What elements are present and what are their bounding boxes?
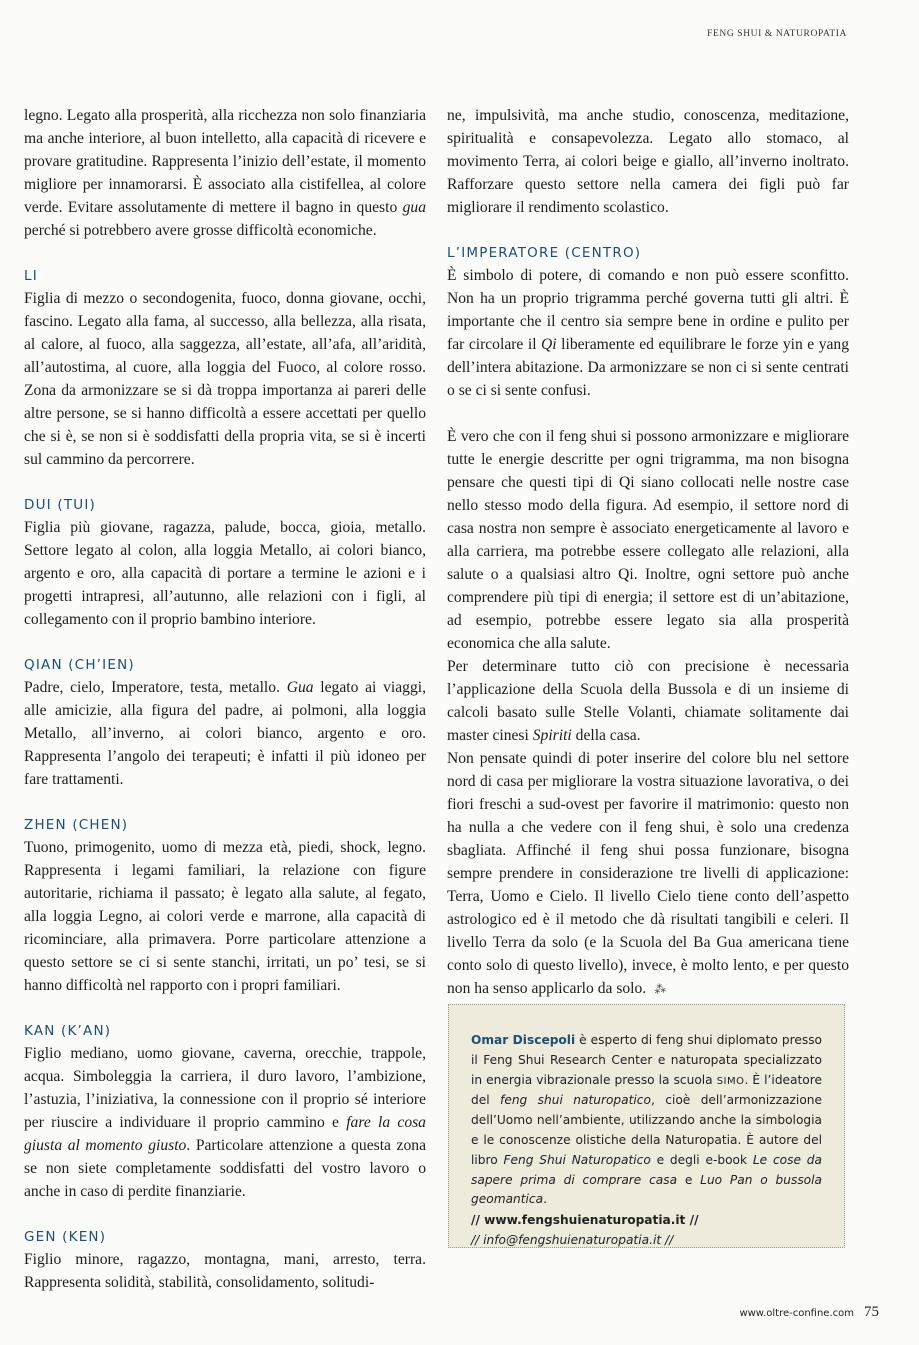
section-zhen bbox=[24, 814, 426, 997]
text-span: della casa. bbox=[571, 727, 641, 744]
text-span: . Particolare attenzione a questa zona se non siete completamente soddisfatti del vostro lavoro o anche in caso di perdite finanziarie. bbox=[24, 1137, 426, 1200]
section-qian bbox=[24, 654, 426, 791]
page-number: 75 bbox=[864, 1304, 879, 1320]
body-text bbox=[447, 264, 849, 402]
text-span: è esperto di feng shui diplomato presso il Feng Shui Research Center e naturopata specializzato in energia vibrazionale presso la scuola bbox=[471, 1033, 822, 1087]
body-text bbox=[24, 104, 426, 242]
bio-text bbox=[471, 1031, 822, 1210]
text-span: . È l’ideatore del bbox=[471, 1072, 822, 1108]
body-text bbox=[24, 676, 426, 791]
section-heading: DUI (TUI) bbox=[24, 497, 96, 513]
text-span: e degli e-book bbox=[650, 1152, 753, 1167]
italic-term: feng shui naturopatico bbox=[500, 1093, 651, 1108]
section-kan bbox=[24, 1020, 426, 1203]
text-span: Figlio mediano, uomo giovane, caverna, orecchie, trappole, acqua. Simboleggia la carriera, il duro lavoro, l’ambizione, l’astuzia, l’iniziativa, la connessione con il proprio sé interiore per riuscire a individuare il proprio cammino e bbox=[24, 1045, 426, 1131]
text-span: . bbox=[543, 1192, 547, 1207]
text-span: e bbox=[677, 1172, 701, 1187]
body-text: Figlia più giovane, ragazza, palude, bocca, gioia, metallo. Settore legato al colon, alla loggia Metallo, ai colori bianco, argento e oro, alla capacità di portare a termine le azioni e i progetti intrapresi, all’autunno, alle relazioni con i figli, al collegamento con il proprio bambino interiore. bbox=[24, 519, 426, 628]
body-text: Figlia di mezzo o secondogenita, fuoco, donna giovane, occhi, fascino. Legato alla fama, al successo, alla bellezza, alla risata, al calore, al fuoco, alla saggezza, all’estate, all’afa, all’aridità, all’autostima, al cuore, alla loggia del Fuoco, al colore rosso. Zona da armonizzare se si dà troppa importanza ai pareri delle altre persone, se si hanno difficoltà a essere accettati per quello che si è, se non si è soddisfatti della propria vita, se si è incerti sul cammino da percorrere. bbox=[24, 290, 426, 468]
author-name: Omar Discepoli bbox=[471, 1033, 576, 1047]
body-text bbox=[447, 655, 849, 747]
school-name: SIMO bbox=[716, 1075, 745, 1087]
section-dui bbox=[24, 494, 426, 631]
text-span: liberamente ed equilibrare le forze yin e yang dell’intera abitazione. Da armonizzare se non ci si sente centrati o se ci si sente confusi. bbox=[447, 336, 850, 399]
body-text: Figlio minore, ragazzo, montagna, mani, arresto, terra. Rappresenta solidità, stabilità, consolidamento, solitudi- bbox=[24, 1251, 426, 1291]
italic-term: Gua bbox=[286, 679, 314, 696]
section-heading: KAN (K’AN) bbox=[24, 1023, 112, 1039]
email-link[interactable]: // info@fengshuienaturopatia.it // bbox=[471, 1233, 674, 1248]
body-text: ne, impulsività, ma anche studio, conoscenza, meditazione, spiritualità e consapevolezza. Legato allo stomaco, al movimento Terra, ai colori beige e giallo, all’inverno inoltrato. Rafforzare questo settore nella camera dei figli può far migliorare il rendimento scolastico. bbox=[447, 107, 849, 216]
section-heading: L’IMPERATORE (CENTRO) bbox=[447, 245, 642, 261]
ebook-title: Le cose da sapere prima di comprare casa bbox=[471, 1152, 822, 1187]
section-li bbox=[24, 265, 426, 471]
text-span: legno. Legato alla prosperità, alla ricchezza non solo finanziaria ma anche interiore, al buon intelletto, alla capacità di ricevere e provare gratitudine. Rappresenta l’inizio dell’estate, il momento migliore per innamorarsi. È associato alla cistifellea, al colore verde. Evitare assolutamente di mettere il bagno in questo bbox=[24, 107, 426, 216]
end-ornament-icon: ⁂ bbox=[653, 981, 668, 997]
text-span: Padre, cielo, Imperatore, testa, metallo. bbox=[24, 679, 287, 696]
body-text: È vero che con il feng shui si possono armonizzare e migliorare tutte le energie descritte per ogni trigramma, ma non bisogna pensare che questi tipi di Qi siano collocati nelle nostre case nello stesso modo della figura. Ad esempio, il settore nord di casa nostra non sempre è associato energeticamente al lavoro e alla carriera, ma potrebbe essere collegato alle relazioni, alla salute o a qualsiasi altro Qi. Inoltre, ogni settore può anche comprendere più tipi di energia; il settore est di un’abitazione, ad esempio, potrebbe essere legato sia alla prosperità economica che alla salute. bbox=[447, 428, 849, 652]
page-footer bbox=[739, 1304, 879, 1321]
left-column bbox=[24, 104, 426, 1317]
section-heading: LI bbox=[24, 268, 38, 284]
text-span: Per determinare tutto ciò con precisione è necessaria l’applicazione della Scuola della Bussola e di un insieme di calcoli basato sulle Stelle Volanti, chiamate solitamente dai master cinesi bbox=[447, 658, 849, 744]
section-heading: ZHEN (CHEN) bbox=[24, 817, 129, 833]
ebook-title: Luo Pan o bussola geomantica bbox=[471, 1172, 822, 1207]
right-column bbox=[447, 104, 849, 1024]
section-heading: GEN (KEN) bbox=[24, 1229, 107, 1245]
running-head: FENG SHUI & NATUROPATIA bbox=[707, 29, 847, 39]
italic-term: gua bbox=[402, 199, 426, 216]
text-span: legato ai viaggi, alle amicizie, alla figura del padre, ai polmoni, alla loggia Metallo, all’inverno, ai colori bianco, argento e oro. Rappresenta l’angolo dei terapeuti; è infatti il più idoneo per fare trattamenti. bbox=[24, 679, 426, 788]
body-text bbox=[24, 1042, 426, 1203]
section-conclusion bbox=[447, 425, 849, 1001]
section-intro bbox=[24, 104, 426, 242]
website-link[interactable]: // www.fengshuienaturopatia.it // bbox=[471, 1213, 699, 1228]
text-span: perché si potrebbero avere grosse difficoltà economiche. bbox=[24, 222, 377, 239]
text-span: , cioè dell’armonizzazione dell’Uomo nell’ambiente, utilizzando anche la simbologia e le conoscenze olistiche della Naturopatia. È autore del libro bbox=[471, 1093, 822, 1167]
body-text: Tuono, primogenito, uomo di mezza età, piedi, shock, legno. Rappresenta i legami familiari, la relazione con figure autoritarie, richiama il passato; è legato alla salute, al fegato, alla loggia Legno, ai colori verde e marrone, alla capacità di ricominciare, alla primavera. Porre particolare attenzione a questo settore se ci si sente stanchi, irritati, un po’ tesi, se si hanno difficoltà nel rapporto con i propri familiari. bbox=[24, 839, 426, 994]
italic-term: Spiriti bbox=[532, 727, 572, 744]
book-title: Feng Shui Naturopatico bbox=[503, 1152, 651, 1167]
section-heading: QIAN (CH’IEN) bbox=[24, 657, 135, 673]
text-span: Non pensate quindi di poter inserire del colore blu nel settore nord di casa per migliorare la vostra situazione lavorativa, o dei fiori freschi a sud-ovest per favorire il matrimonio: questo non ha nulla a che vedere con il feng shui, è solo una credenza sbagliata. Affinché il feng shui possa funzionare, bisogna sempre prendere in considerazione tre livelli di applicazione: Terra, Uomo e Cielo. Il livello Cielo tiene conto dell’aspetto astrologico ed è il metodo che dà risultati tangibili e celeri. Il livello Terra da solo (e la Scuola del Ba Gua americana tiene conto solo di questo livello), invece, è molto lento, e per questo non ha senso applicarlo da solo. bbox=[447, 750, 849, 997]
section-imperatore bbox=[447, 242, 849, 402]
italic-term: Qi bbox=[541, 336, 557, 353]
text-span: È simbolo di potere, di comando e non può essere sconfitto. Non ha un proprio trigramma perché governa tutti gli altri. È importante che il centro sia sempre bene in ordine e pulito per far circolare il bbox=[447, 267, 849, 353]
footer-url[interactable]: www.oltre-confine.com bbox=[739, 1308, 854, 1319]
body-text bbox=[447, 747, 849, 1001]
author-bio-box bbox=[448, 1004, 845, 1248]
section-gen bbox=[24, 1226, 426, 1294]
italic-term: fare la cosa giusta al momento giusto bbox=[24, 1114, 426, 1154]
section-gen-continued bbox=[447, 104, 849, 219]
